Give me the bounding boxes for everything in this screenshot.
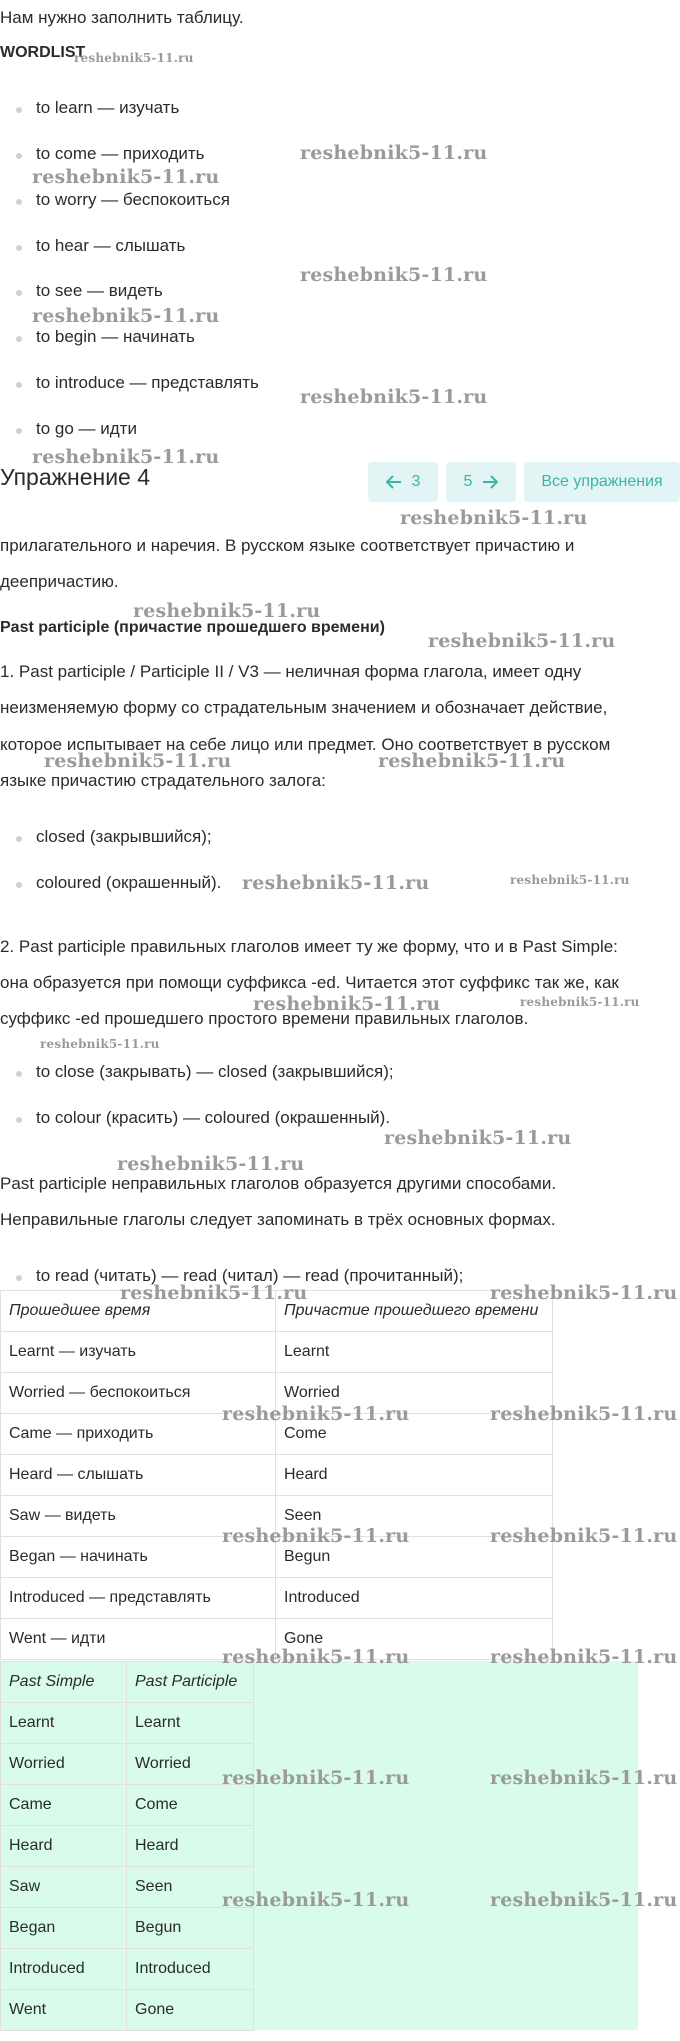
table-cell: Come <box>127 1785 254 1826</box>
watermark: reshebnik5-11.ru <box>222 1889 410 1911</box>
para2-line: суффикс -ed прошедшего простого времени правильных глаголов. <box>0 1009 529 1028</box>
table-cell: Gone <box>276 1619 553 1660</box>
bullet-icon <box>16 382 22 388</box>
table-row <box>1 1826 254 1867</box>
bullet-icon <box>16 245 22 251</box>
list-item: to introduce — представлять <box>36 373 259 392</box>
watermark: reshebnik5-11.ru <box>490 1282 678 1304</box>
bullet-icon <box>16 107 22 113</box>
para1-line: языке причастию страдательного залога: <box>0 771 326 790</box>
watermark: reshebnik5-11.ru <box>253 993 441 1015</box>
table-cell: Seen <box>127 1867 254 1908</box>
watermark: reshebnik5-11.ru <box>32 446 220 468</box>
watermark: reshebnik5-11.ru <box>490 1646 678 1668</box>
table-cell: Came — приходить <box>1 1414 276 1455</box>
table-cell: Worried — беспокоиться <box>1 1373 276 1414</box>
watermark: reshebnik5-11.ru <box>490 1525 678 1547</box>
watermark: reshebnik5-11.ru <box>400 507 588 529</box>
watermark: reshebnik5-11.ru <box>384 1127 572 1149</box>
watermark: reshebnik5-11.ru <box>490 1889 678 1911</box>
table-cell: Learnt <box>1 1703 127 1744</box>
table-cell: Gone <box>127 1990 254 2031</box>
watermark: reshebnik5-11.ru <box>510 873 630 887</box>
participle-table-ru <box>0 1290 553 1660</box>
wordlist-title: WORDLIST <box>0 44 86 61</box>
table-cell: Heard <box>127 1826 254 1867</box>
table-cell: Went <box>1 1990 127 2031</box>
table-cell: Seen <box>276 1496 553 1537</box>
table-row <box>1 1744 254 1785</box>
arrow-left-icon <box>386 475 402 489</box>
table-cell: Saw — видеть <box>1 1496 276 1537</box>
example-item: to read (читать) — read (читал) — read (прочитанный); <box>36 1266 464 1285</box>
para1-line: неизменяемую форму со страдательным значением и обозначает действие, <box>0 698 608 717</box>
example-item: closed (закрывшийся); <box>36 827 212 846</box>
watermark: reshebnik5-11.ru <box>32 305 220 327</box>
watermark: reshebnik5-11.ru <box>117 1153 305 1175</box>
table-cell: Come <box>276 1414 553 1455</box>
table-cell: Came <box>1 1785 127 1826</box>
list-item: to learn — изучать <box>36 98 180 117</box>
table-cell: Heard — слышать <box>1 1455 276 1496</box>
para2-line: 2. Past participle правильных глаголов имеет ту же форму, что и в Past Simple: <box>0 937 618 956</box>
table-row <box>1 1990 254 2031</box>
watermark: reshebnik5-11.ru <box>222 1403 410 1425</box>
table-header-cell: Прошедшее время <box>1 1291 276 1332</box>
bullet-icon <box>16 836 22 842</box>
table-cell: Introduced <box>276 1578 553 1619</box>
table-cell: Worried <box>1 1744 127 1785</box>
table-cell: Heard <box>276 1455 553 1496</box>
table-row <box>1 1332 553 1373</box>
watermark: reshebnik5-11.ru <box>32 166 220 188</box>
watermark: reshebnik5-11.ru <box>222 1646 410 1668</box>
next-exercise-button[interactable] <box>446 462 516 502</box>
table-row <box>1 1908 254 1949</box>
watermark: reshebnik5-11.ru <box>74 51 194 65</box>
theory-heading: Past participle (причастие прошедшего времени) <box>0 619 385 636</box>
bullet-icon <box>16 1117 22 1123</box>
prev-exercise-button[interactable] <box>368 462 438 502</box>
watermark: reshebnik5-11.ru <box>242 872 430 894</box>
bullet-icon <box>16 428 22 434</box>
watermark: reshebnik5-11.ru <box>300 264 488 286</box>
list-item: to see — видеть <box>36 281 163 300</box>
table-header-cell: Past Simple <box>1 1662 127 1703</box>
table-header-cell: Причастие прошедшего времени <box>276 1291 553 1332</box>
table-cell: Begun <box>127 1908 254 1949</box>
theory-line-1: прилагательного и наречия. В русском языке соответствует причастию и <box>0 536 575 555</box>
table-row <box>1 1578 553 1619</box>
bullet-icon <box>16 336 22 342</box>
table-cell: Began — начинать <box>1 1537 276 1578</box>
watermark: reshebnik5-11.ru <box>378 750 566 772</box>
watermark: reshebnik5-11.ru <box>520 995 640 1009</box>
bullet-icon <box>16 290 22 296</box>
table-row <box>1 1867 254 1908</box>
table-cell: Introduced <box>127 1949 254 1990</box>
watermark: reshebnik5-11.ru <box>300 386 488 408</box>
table-cell: Went — идти <box>1 1619 276 1660</box>
example-item: to close (закрывать) — closed (закрывшийся); <box>36 1062 394 1081</box>
bullet-icon <box>16 882 22 888</box>
arrow-right-icon <box>482 475 498 489</box>
next-exercise-label: 5 <box>463 473 473 490</box>
exercise-title: Упражнение 4 <box>0 464 151 490</box>
watermark: reshebnik5-11.ru <box>222 1767 410 1789</box>
para2-line: она образуется при помощи суффикса -ed. Читается этот суффикс так же, как <box>0 973 619 992</box>
bullet-icon <box>16 1275 22 1281</box>
table-header-cell: Past Participle <box>127 1662 254 1703</box>
table-cell: Learnt <box>276 1332 553 1373</box>
intro-line: Нам нужно заполнить таблицу. <box>0 8 244 27</box>
watermark: reshebnik5-11.ru <box>222 1525 410 1547</box>
all-exercises-label: Все упражнения <box>541 473 663 490</box>
list-item: to come — приходить <box>36 144 205 163</box>
table-cell: Learnt — изучать <box>1 1332 276 1373</box>
bullet-icon <box>16 199 22 205</box>
list-item: to hear — слышать <box>36 236 186 255</box>
watermark: reshebnik5-11.ru <box>120 1282 308 1304</box>
table-cell: Worried <box>127 1744 254 1785</box>
watermark: reshebnik5-11.ru <box>490 1403 678 1425</box>
watermark: reshebnik5-11.ru <box>490 1767 678 1789</box>
table-header-row <box>1 1662 254 1703</box>
table-cell: Worried <box>276 1373 553 1414</box>
table-row <box>1 1703 254 1744</box>
table-cell: Learnt <box>127 1703 254 1744</box>
example-item: coloured (окрашенный). <box>36 873 222 892</box>
watermark: reshebnik5-11.ru <box>133 600 321 622</box>
table-row <box>1 1785 254 1826</box>
participle-table-en <box>0 1661 254 2031</box>
list-item: to worry — беспокоиться <box>36 190 230 209</box>
table-cell: Introduced <box>1 1949 127 1990</box>
para3-line: Past participle неправильных глаголов образуется другими способами. <box>0 1174 557 1193</box>
theory-line-2: деепричастию. <box>0 572 119 591</box>
list-item: to go — идти <box>36 419 137 438</box>
table-row <box>1 1455 553 1496</box>
bullet-icon <box>16 153 22 159</box>
para3-line: Неправильные глаголы следует запоминать в трёх основных формах. <box>0 1210 556 1229</box>
prev-exercise-label: 3 <box>411 473 421 490</box>
watermark: reshebnik5-11.ru <box>40 1037 160 1051</box>
table-cell: Began <box>1 1908 127 1949</box>
watermark: reshebnik5-11.ru <box>300 142 488 164</box>
all-exercises-button[interactable] <box>524 462 680 502</box>
example-item: to colour (красить) — coloured (окрашенный). <box>36 1108 391 1127</box>
watermark: reshebnik5-11.ru <box>44 750 232 772</box>
table-cell: Introduced — представлять <box>1 1578 276 1619</box>
table-row <box>1 1949 254 1990</box>
table-cell: Heard <box>1 1826 127 1867</box>
table-cell: Begun <box>276 1537 553 1578</box>
list-item: to begin — начинать <box>36 327 195 346</box>
bullet-icon <box>16 1071 22 1077</box>
table-cell: Saw <box>1 1867 127 1908</box>
watermark: reshebnik5-11.ru <box>428 630 616 652</box>
para1-line: 1. Past participle / Participle II / V3 — неличная форма глагола, имеет одну <box>0 662 582 681</box>
para1-line: которое испытывает на себе лицо или предмет. Оно соответствует в русском <box>0 735 611 754</box>
